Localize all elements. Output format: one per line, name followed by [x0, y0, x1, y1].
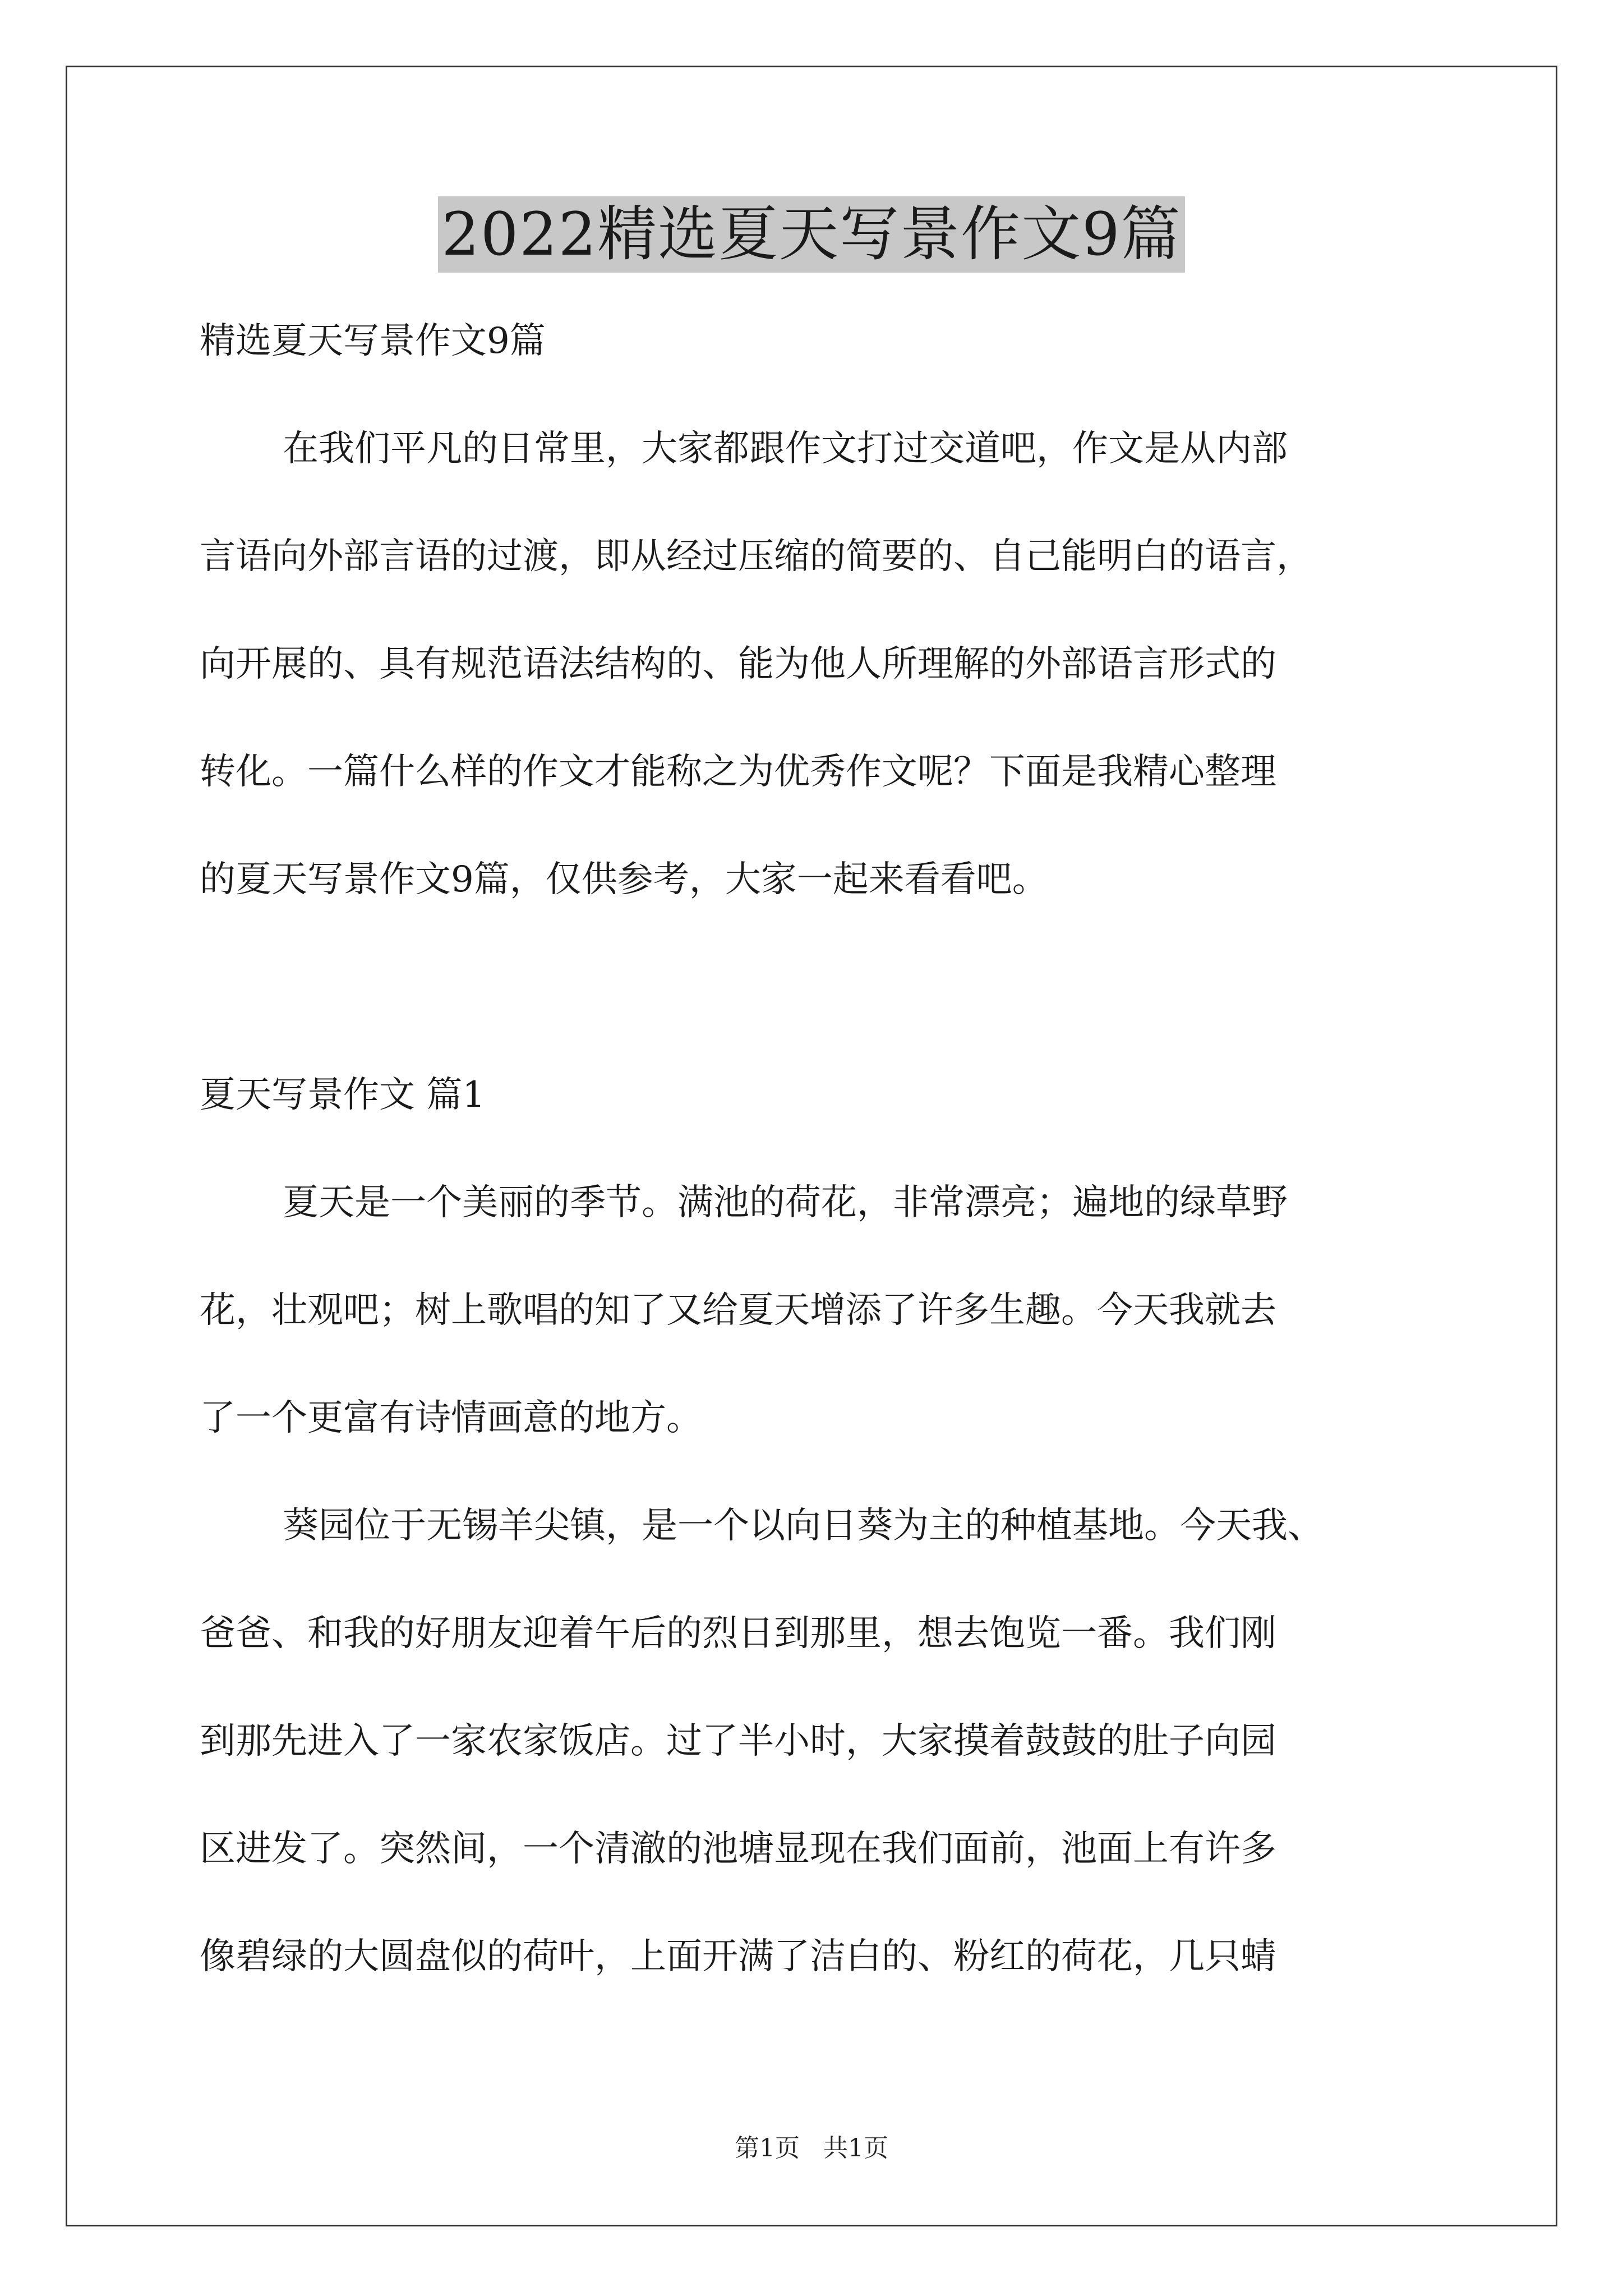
page-total: 共1页 — [823, 2134, 888, 2162]
paragraph-line: 花，壮观吧；树上歌唱的知了又给夏天增添了许多生趣。今天我就去 — [200, 1290, 1276, 1331]
paragraph-line: 爸爸、和我的好朋友迎着午后的烈日到那里，想去饱览一番。我们刚 — [200, 1613, 1276, 1654]
paragraph-line: 区进发了。突然间，一个清澈的池塘显现在我们面前，池面上有许多 — [200, 1828, 1276, 1870]
title-container — [0, 196, 1623, 273]
paragraph-line: 了一个更富有诗情画意的地方。 — [200, 1397, 702, 1439]
document-title: 2022精选夏天写景作文9篇 — [438, 196, 1184, 273]
section-spacer — [200, 960, 1439, 1068]
paragraph-line: 夏天是一个美丽的季节。满池的荷花，非常漂亮；遍地的绿草野 — [283, 1182, 1288, 1223]
intro-paragraph — [200, 422, 1439, 907]
paragraph-line: 转化。一篇什么样的作文才能称之为优秀作文呢？下面是我精心整理 — [200, 751, 1276, 793]
document-body — [200, 314, 1439, 2037]
paragraph-line: 的夏天写景作文9篇，仅供参考，大家一起来看看吧。 — [200, 859, 1048, 900]
paragraph-line: 在我们平凡的日常里，大家都跟作文打过交道吧，作文是从内部 — [283, 428, 1288, 470]
paragraph-line: 言语向外部言语的过渡，即从经过压缩的简要的、自己能明白的语言， — [200, 536, 1312, 577]
paragraph-line: 到那先进入了一家农家饭店。过了半小时，大家摸着鼓鼓的肚子向园 — [200, 1720, 1276, 1762]
essay-paragraph-1 — [200, 1176, 1439, 1445]
essay-paragraph-2 — [200, 1499, 1439, 1984]
document-subtitle: 精选夏天写景作文9篇 — [200, 320, 546, 362]
paragraph-line: 向开展的、具有规范语法结构的、能为他人所理解的外部语言形式的 — [200, 643, 1276, 685]
paragraph-line: 像碧绿的大圆盘似的荷叶，上面开满了洁白的、粉红的荷花，几只蜻 — [200, 1936, 1276, 1977]
page-footer — [0, 2132, 1623, 2165]
paragraph-line: 葵园位于无锡羊尖镇，是一个以向日葵为主的种植基地。今天我、 — [283, 1505, 1324, 1547]
page-number: 第1页 — [735, 2134, 800, 2162]
section-heading: 夏天写景作文 篇1 — [200, 1074, 486, 1116]
